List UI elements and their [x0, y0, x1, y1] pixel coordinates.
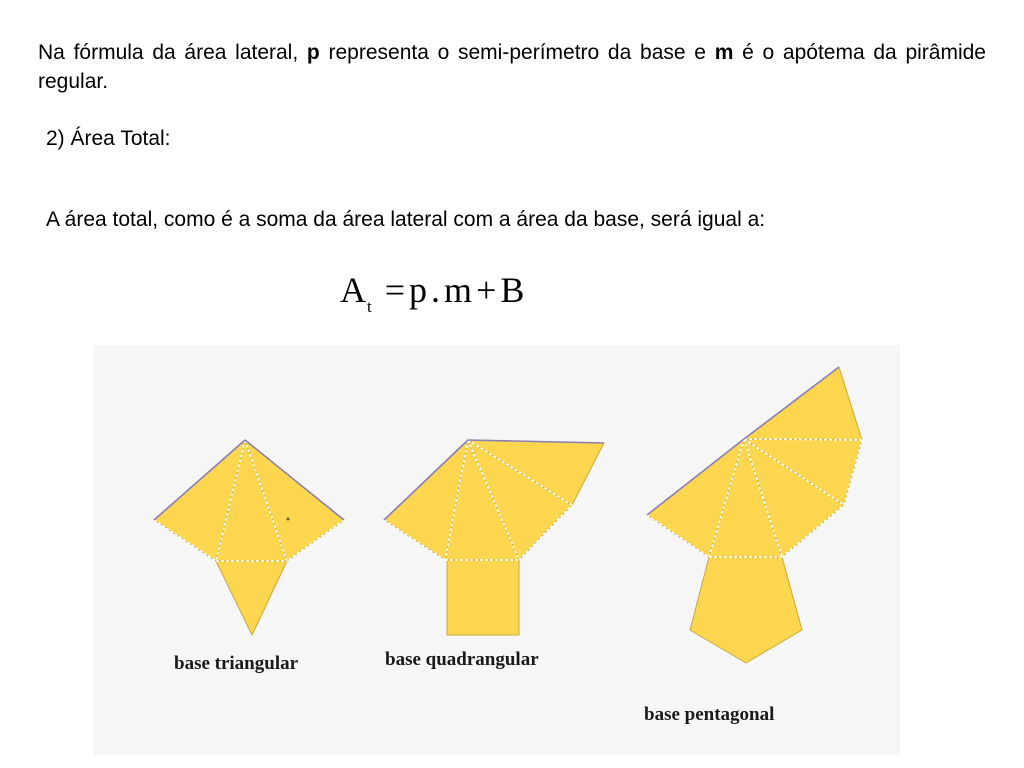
net-quadrangular: [384, 440, 604, 635]
formula-equals: =: [384, 270, 406, 310]
pent-base-face: [690, 557, 802, 663]
formula-dot: .: [431, 270, 441, 310]
pyramid-nets-svg: [94, 345, 900, 755]
formula-B: B: [500, 270, 525, 310]
m-variable: m: [714, 41, 734, 64]
intro-text-1: Na fórmula da área lateral,: [38, 41, 299, 64]
caption-pentagonal: base pentagonal: [644, 704, 775, 725]
total-area-paragraph: A área total, como é a soma da área lateral com a área da base, será igual a:: [46, 208, 766, 231]
formula-subscript: t: [367, 297, 372, 316]
quad-base-face: [447, 560, 519, 635]
formula-A: A: [340, 270, 366, 310]
formula-m: m: [444, 270, 473, 310]
net-pentagonal: [647, 367, 862, 663]
formula-plus: +: [476, 270, 497, 310]
intro-text-2: representa o semi-perímetro da base e: [328, 41, 706, 64]
caption-triangular: base triangular: [174, 653, 299, 674]
section-heading: 2) Área Total:: [46, 127, 171, 150]
pyramid-nets-figure: [94, 345, 900, 755]
tri-base-face: [216, 561, 287, 635]
caption-quadrangular: base quadrangular: [385, 649, 539, 670]
p-variable: p: [306, 41, 320, 64]
intro-paragraph: [38, 38, 986, 96]
intro-text-3: é o apótema da pirâmide regular.: [38, 41, 986, 93]
net-triangular: [154, 440, 344, 635]
total-area-formula: [340, 268, 524, 319]
formula-p: p: [409, 270, 428, 310]
pent-lateral-face-5: [744, 367, 862, 440]
